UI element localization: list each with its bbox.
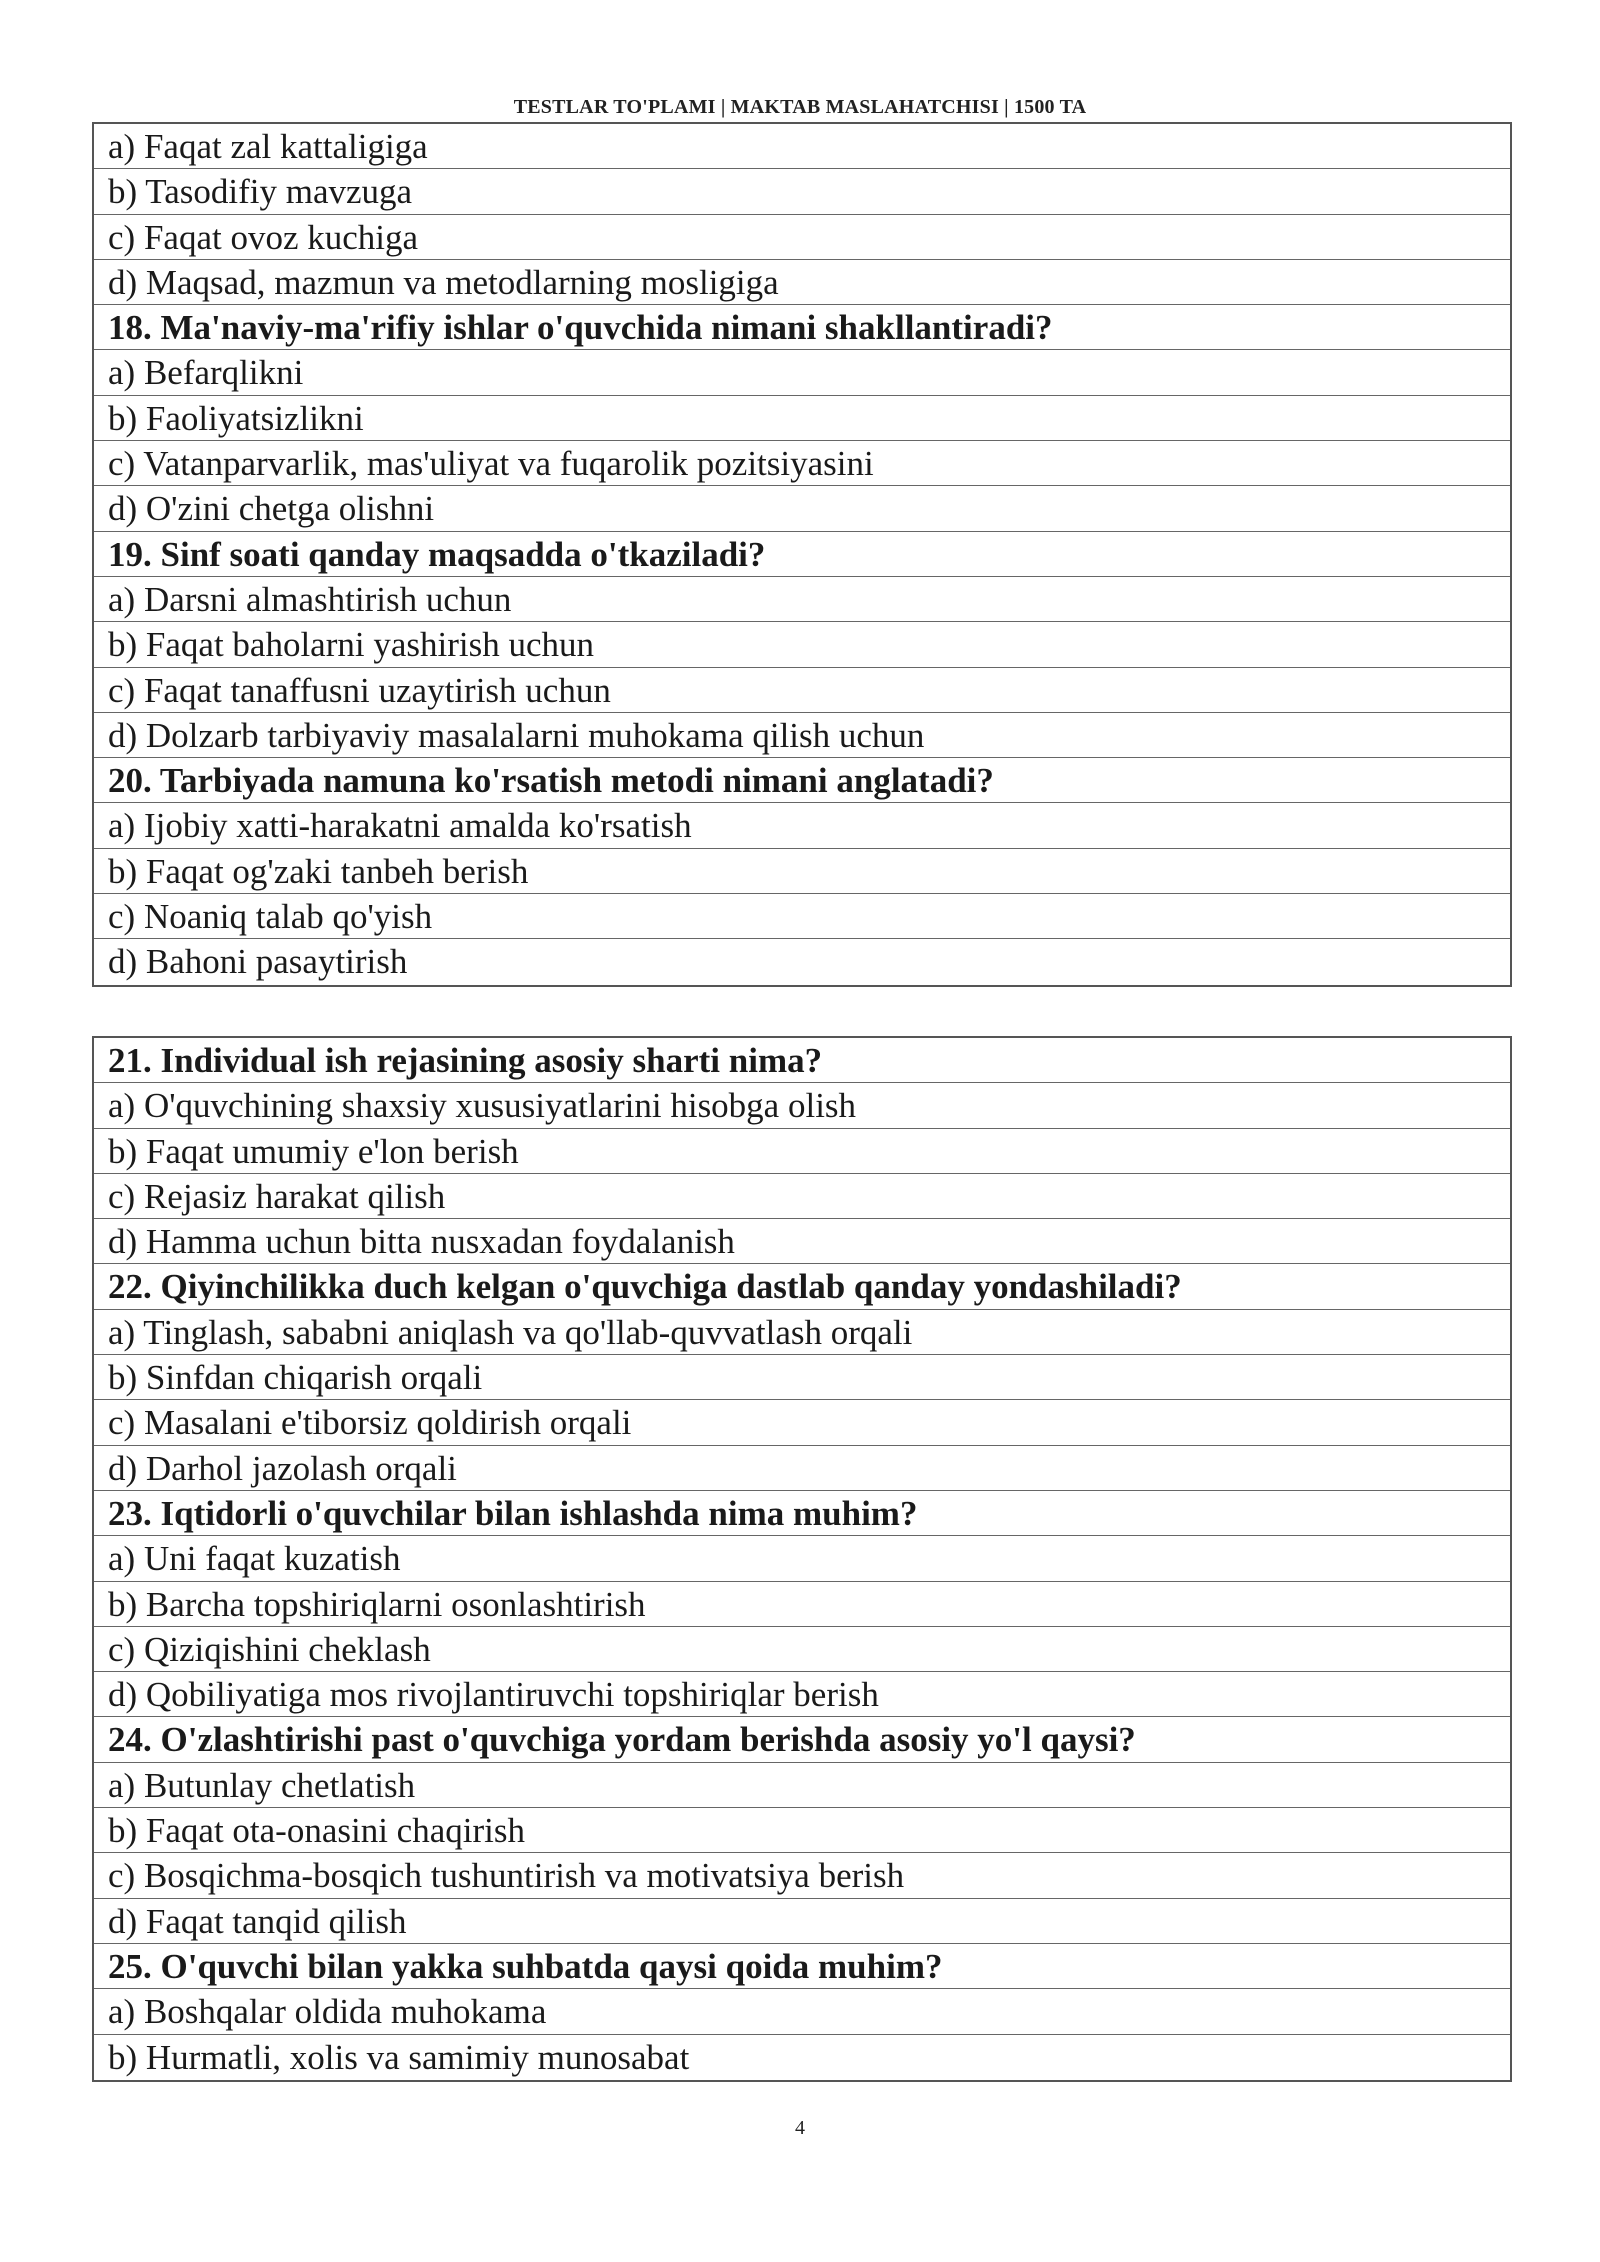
answer-option: d) Dolzarb tarbiyaviy masalalarni muhokama qilish uchun xyxy=(94,713,1510,758)
answer-option: b) Tasodifiy mavzuga xyxy=(94,169,1510,214)
page-number: 4 xyxy=(795,2117,805,2139)
question-text: 20. Tarbiyada namuna ko'rsatish metodi nimani anglatadi? xyxy=(94,758,1510,803)
answer-option: a) Butunlay chetlatish xyxy=(94,1763,1510,1808)
answer-option: a) Ijobiy xatti-harakatni amalda ko'rsatish xyxy=(94,803,1510,848)
answer-option: c) Noaniq talab qo'yish xyxy=(94,894,1510,939)
answer-option: d) Hamma uchun bitta nusxadan foydalanish xyxy=(94,1219,1510,1264)
page-header: TESTLAR TO'PLAMI | MAKTAB MASLAHATCHISI | 1500 TA xyxy=(513,96,1087,118)
answer-option: b) Sinfdan chiqarish orqali xyxy=(94,1355,1510,1400)
answer-option: c) Qiziqishini cheklash xyxy=(94,1627,1510,1672)
answer-option: b) Barcha topshiriqlarni osonlashtirish xyxy=(94,1582,1510,1627)
answer-option: c) Vatanparvarlik, mas'uliyat va fuqarolik pozitsiyasini xyxy=(94,441,1510,486)
question-text: 23. Iqtidorli o'quvchilar bilan ishlashda nima muhim? xyxy=(94,1491,1510,1536)
answer-option: b) Faqat baholarni yashirish uchun xyxy=(94,622,1510,667)
answer-option: c) Faqat tanaffusni uzaytirish uchun xyxy=(94,668,1510,713)
question-text: 18. Ma'naviy-ma'rifiy ishlar o'quvchida nimani shakllantiradi? xyxy=(94,305,1510,350)
question-text: 19. Sinf soati qanday maqsadda o'tkaziladi? xyxy=(94,532,1510,577)
answer-option: a) Boshqalar oldida muhokama xyxy=(94,1989,1510,2034)
answer-option: a) Darsni almashtirish uchun xyxy=(94,577,1510,622)
answer-option: a) Befarqlikni xyxy=(94,350,1510,395)
answer-option: b) Hurmatli, xolis va samimiy munosabat xyxy=(108,2037,690,2077)
question-table-1 xyxy=(92,122,1512,987)
answer-option: c) Faqat ovoz kuchiga xyxy=(94,215,1510,260)
answer-option: d) Darhol jazolash orqali xyxy=(94,1446,1510,1491)
answer-option: b) Faqat ota-onasini chaqirish xyxy=(94,1808,1510,1853)
question-text: 24. O'zlashtirishi past o'quvchiga yordam berishda asosiy yo'l qaysi? xyxy=(94,1717,1510,1762)
answer-option: b) Faoliyatsizlikni xyxy=(94,396,1510,441)
answer-option: c) Bosqichma-bosqich tushuntirish va motivatsiya berish xyxy=(94,1853,1510,1898)
answer-option: d) Maqsad, mazmun va metodlarning mosligiga xyxy=(94,260,1510,305)
answer-option: a) Tinglash, sababni aniqlash va qo'llab-quvvatlash orqali xyxy=(94,1310,1510,1355)
question-table-2 xyxy=(92,1036,1512,2082)
answer-option: c) Masalani e'tiborsiz qoldirish orqali xyxy=(94,1400,1510,1445)
answer-option: a) Uni faqat kuzatish xyxy=(94,1536,1510,1581)
answer-option: b) Faqat umumiy e'lon berish xyxy=(94,1129,1510,1174)
answer-option: a) Faqat zal kattaligiga xyxy=(94,124,1510,169)
question-text: 21. Individual ish rejasining asosiy sharti nima? xyxy=(94,1038,1510,1083)
answer-option: a) O'quvchining shaxsiy xususiyatlarini hisobga olish xyxy=(94,1083,1510,1128)
answer-option: d) Qobiliyatiga mos rivojlantiruvchi topshiriqlar berish xyxy=(94,1672,1510,1717)
question-text: 22. Qiyinchilikka duch kelgan o'quvchiga dastlab qanday yondashiladi? xyxy=(94,1264,1510,1309)
answer-option: c) Rejasiz harakat qilish xyxy=(94,1174,1510,1219)
answer-option: d) Faqat tanqid qilish xyxy=(94,1899,1510,1944)
answer-option: b) Faqat og'zaki tanbeh berish xyxy=(94,849,1510,894)
question-text: 25. O'quvchi bilan yakka suhbatda qaysi qoida muhim? xyxy=(94,1944,1510,1989)
answer-option: d) Bahoni pasaytirish xyxy=(108,942,408,982)
answer-option: d) O'zini chetga olishni xyxy=(94,486,1510,531)
